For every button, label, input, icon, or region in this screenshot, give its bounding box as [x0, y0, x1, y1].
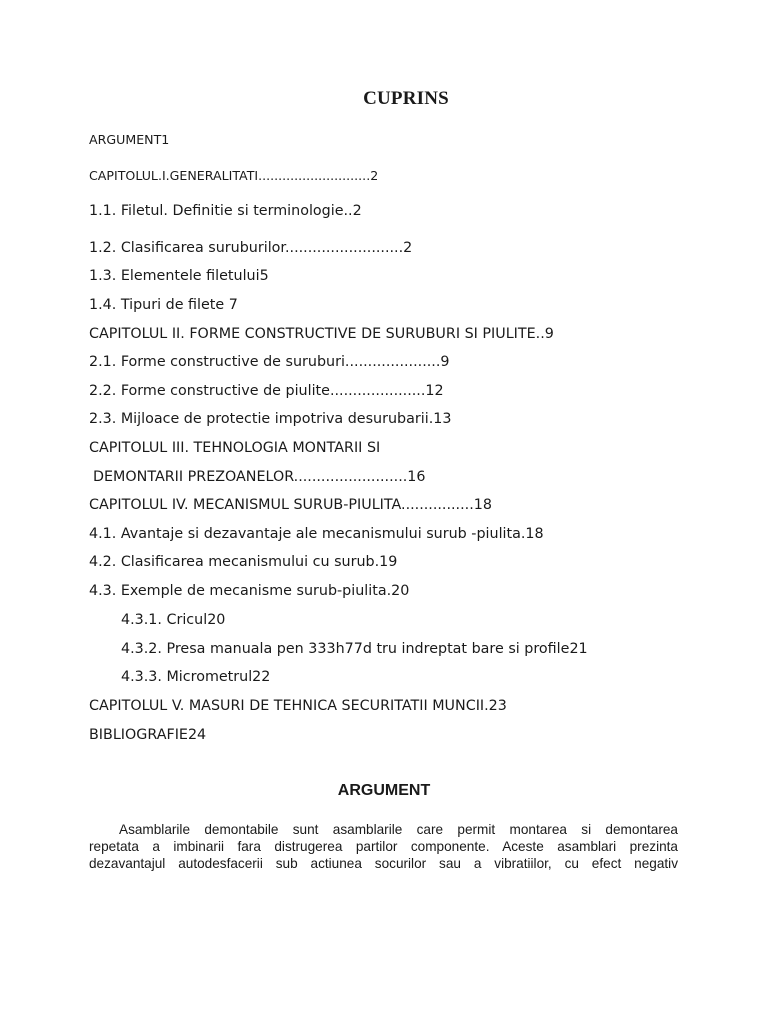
- argument-line: dezavantajul autodesfacerii sub actiunea socurilor sau a vibratiilor, cu efect negativ: [89, 856, 678, 871]
- toc-entry-chapter-4: CAPITOLUL IV. MECANISMUL SURUB-PIULITA................18: [89, 497, 492, 513]
- toc-entry-chapter-3-cont: DEMONTARII PREZOANELOR.........................16: [93, 469, 426, 485]
- toc-entry-chapter-3: CAPITOLUL III. TEHNOLOGIA MONTARII SI: [89, 440, 381, 456]
- argument-line: repetata a imbinarii fara distrugerea partilor componente. Aceste asamblari prezinta: [89, 839, 678, 854]
- toc-entry-2-3: 2.3. Mijloace de protectie impotriva desurubarii.13: [89, 411, 452, 427]
- toc-entry-4-2: 4.2. Clasificarea mecanismului cu surub.19: [89, 554, 398, 570]
- argument-paragraph: [89, 821, 678, 872]
- toc-entry-chapter-2: CAPITOLUL II. FORME CONSTRUCTIVE DE SURUBURI SI PIULITE..9: [89, 326, 554, 342]
- toc-entry-chapter-1: CAPITOLUL.I.GENERALITATI............................2: [89, 168, 379, 183]
- toc-entry-4-3-3: 4.3.3. Micrometrul22: [121, 669, 271, 685]
- toc-entry-1-1: 1.1. Filetul. Definitie si terminologie..2: [89, 203, 362, 219]
- toc-entry-4-3-1: 4.3.1. Cricul20: [121, 612, 226, 628]
- toc-entry-4-3: 4.3. Exemple de mecanisme surub-piulita.20: [89, 583, 410, 599]
- toc-entry-2-2: 2.2. Forme constructive de piulite.....................12: [89, 383, 444, 399]
- toc-entry-1-2: 1.2. Clasificarea suruburilor..........................2: [89, 240, 413, 256]
- toc-entry-bibliography: BIBLIOGRAFIE24: [89, 727, 207, 743]
- toc-entry-1-4: 1.4. Tipuri de filete 7: [89, 297, 238, 313]
- argument-title: ARGUMENT: [337, 782, 431, 799]
- toc-entry-1-3: 1.3. Elementele filetului5: [89, 268, 269, 284]
- toc-entry-4-1: 4.1. Avantaje si dezavantaje ale mecanismului surub -piulita.18: [89, 526, 544, 542]
- toc-entry-chapter-5: CAPITOLUL V. MASURI DE TEHNICA SECURITATII MUNCII.23: [89, 698, 507, 714]
- toc-title: CUPRINS: [363, 88, 449, 109]
- toc-entry-4-3-2: 4.3.2. Presa manuala pen 333h77d tru indreptat bare si profile21: [121, 641, 588, 657]
- argument-line: Asamblarile demontabile sunt asamblarile care permit montarea si demontarea: [119, 822, 678, 837]
- toc-entry-2-1: 2.1. Forme constructive de suruburi.....................9: [89, 354, 450, 370]
- toc-entry-argument: ARGUMENT1: [89, 132, 170, 147]
